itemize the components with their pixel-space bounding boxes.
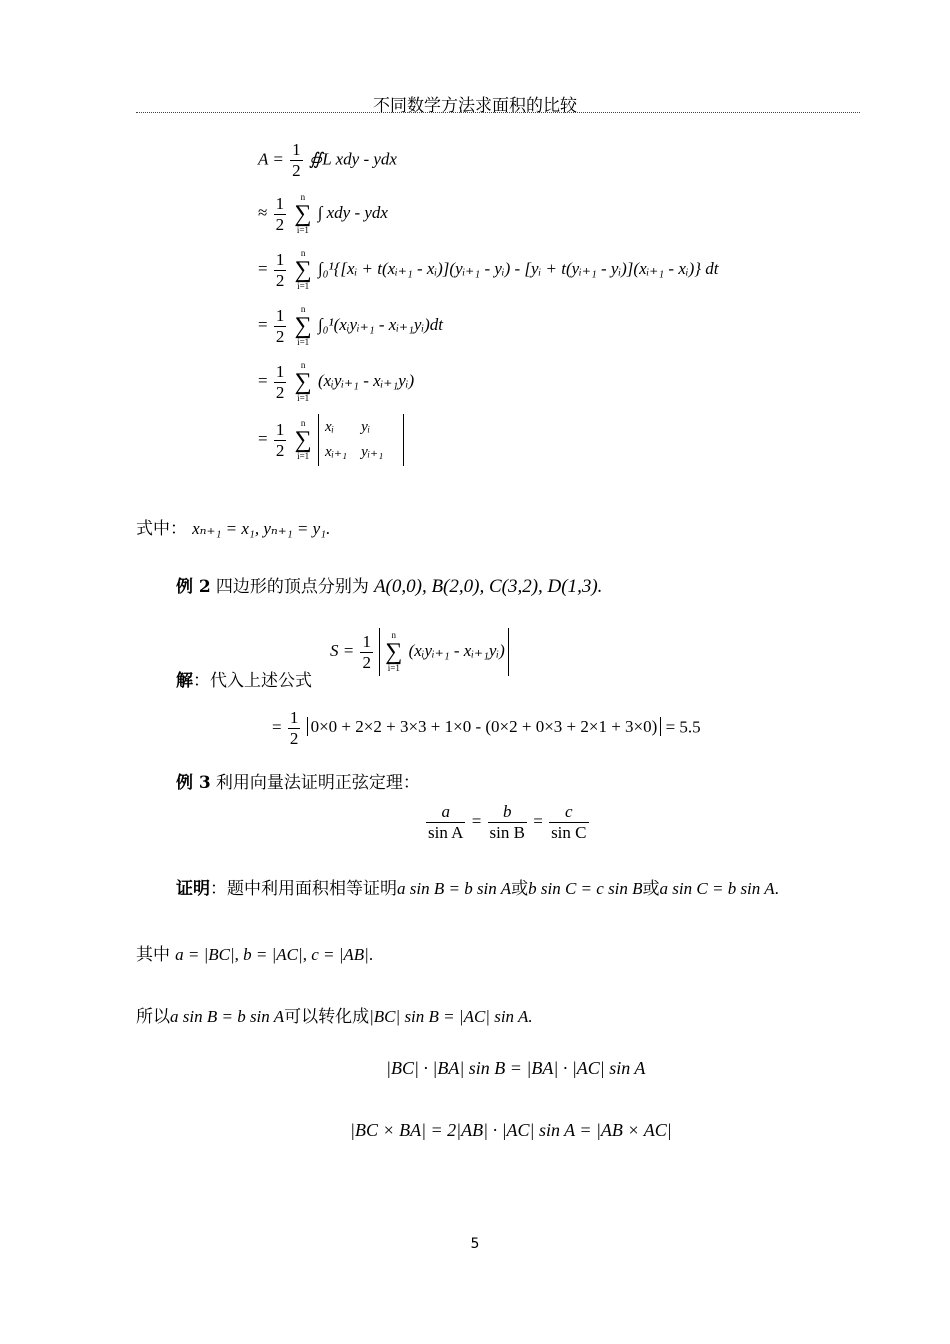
page-number: 5 <box>470 1236 480 1252</box>
solution-calculation: = $\frac{1}{2}$ 0×0 + 2×2 + 3×3 + 1×0 - (0×2 + 0×3 + 2×1 + 3×0) = 5.5 <box>272 708 701 748</box>
half-fraction: $\frac{1}{2}$ <box>292 140 301 180</box>
line1-rhs: ∯L xdy - ydx <box>308 149 397 169</box>
summation-sign: n ∑ i=1 <box>294 192 312 235</box>
derivation-line-4: = $\frac{1}{2}$ n ∑ i=1 ∫₀¹(xᵢyᵢ₊₁ - xᵢ₊₁yᵢ)dt <box>258 304 444 347</box>
example-2-points: A(0,0), B(2,0), C(3,2), D(1,3). <box>373 576 603 597</box>
line4-rhs: ∫₀¹(xᵢyᵢ₊₁ - xᵢ₊₁yᵢ)dt <box>317 314 444 334</box>
example-3-text: 利用向量法证明正弦定理： <box>215 773 420 793</box>
note-line <box>136 514 330 539</box>
line2-prefix: ≈ <box>258 202 268 222</box>
derivation-line-2: ≈ $\frac{1}{2}$ n ∑ i=1 ∫ xdy - ydx <box>258 192 388 235</box>
calc-abs: 0×0 + 2×2 + 3×3 + 1×0 - (0×2 + 0×3 + 2×1 + 3×0) <box>307 717 662 736</box>
derivation-line-1 <box>258 140 397 181</box>
example-2 <box>176 572 602 598</box>
so-line: 所以a sin B = b sin A可以转化成|BC| sin B = |AC| sin A. <box>136 1007 533 1027</box>
derivation-line-6: = $\frac{1}{2}$ n ∑ i=1 xᵢ yᵢ xᵢ₊₁ yᵢ₊₁ <box>258 414 404 466</box>
determinant: xᵢ yᵢ xᵢ₊₁ yᵢ₊₁ <box>318 414 404 466</box>
sine-law: $\frac{a}{\text{sin A}}$ = $\frac{b}{\text{sin B}}$ = $\frac{c}{\text{sin C}}$ <box>428 802 587 842</box>
solution-text: ：代入上述公式 <box>193 671 312 691</box>
header-divider <box>136 112 860 113</box>
line3-rhs: ∫₀¹{[xᵢ + t(xᵢ₊₁ - xᵢ)](yᵢ₊₁ - yᵢ) - [yᵢ + t(yᵢ₊₁ - yᵢ)](xᵢ₊₁ - xᵢ)} dt <box>317 258 719 278</box>
example-2-text: 四边形的顶点分别为 <box>215 577 369 597</box>
note-label: 式中： <box>136 519 187 539</box>
proof-line-a: |BC| · |BA| sin B = |BA| · |AC| sin A <box>386 1058 646 1078</box>
derivation-line-3: = $\frac{1}{2}$ n ∑ i=1 ∫₀¹{[xᵢ + t(xᵢ₊₁ - xᵢ)](yᵢ₊₁ - yᵢ) - [yᵢ + t(yᵢ₊₁ - yᵢ)](xᵢ₊₁ - xᵢ)} dt <box>258 248 719 291</box>
solution-formula: S = $\frac{1}{2}$ n ∑ i=1 (xᵢyᵢ₊₁ - xᵢ₊₁yᵢ) <box>330 628 509 676</box>
where-line: 其中 a = |BC|, b = |AC|, c = |AB|. <box>136 945 374 965</box>
example-3 <box>176 768 420 793</box>
proof-line-b: |BC × BA| = 2|AB| · |AC| sin A = |AB × AC| <box>350 1120 672 1140</box>
example-2-label: 例 2 <box>176 577 211 597</box>
line2-rhs: ∫ xdy - ydx <box>317 202 388 222</box>
proof-line: 证明：题中利用面积相等证明a sin B = b sin A或b sin C = c sin B或a sin C = b sin A. <box>176 879 779 899</box>
line1-lhs: A = <box>258 149 284 169</box>
derivation-line-5: = $\frac{1}{2}$ n ∑ i=1 (xᵢyᵢ₊₁ - xᵢ₊₁yᵢ) <box>258 360 415 403</box>
solution-label: 解 <box>176 671 193 691</box>
proof-label: 证明 <box>176 879 210 899</box>
page-header: 不同数学方法求面积的比较 <box>373 96 577 116</box>
note-formula: xₙ₊₁ = x₁, yₙ₊₁ = y₁. <box>192 519 331 538</box>
solution-result: = 5.5 <box>665 717 701 737</box>
example-3-label: 例 3 <box>176 773 211 793</box>
line5-rhs: (xᵢyᵢ₊₁ - xᵢ₊₁yᵢ) <box>317 370 415 390</box>
solution-line <box>176 666 312 691</box>
